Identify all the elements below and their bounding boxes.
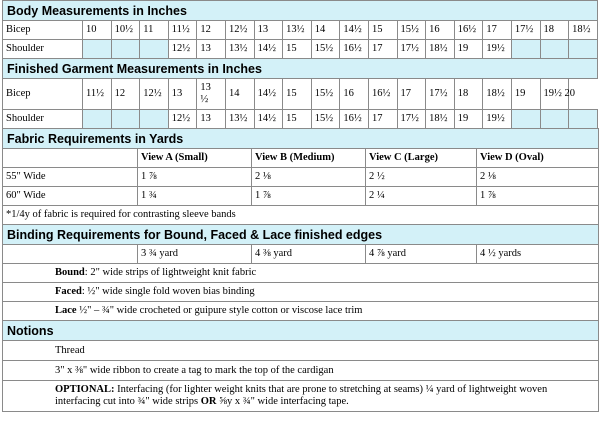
cell: 16½	[368, 79, 397, 110]
cell: 12½	[225, 21, 254, 40]
cell: 18½	[483, 79, 512, 110]
cell: 10½	[111, 21, 140, 40]
optional-text: Interfacing (for lighter weight knits that are prone to stretching at seams) ¼ yard of lightweight woven interfacing cut into ¾" wide strips	[55, 384, 548, 407]
cell: 3 ¾ yard	[138, 245, 252, 264]
cell: 11½	[83, 79, 112, 110]
cell: 16½	[454, 21, 483, 40]
row-label: Shoulder	[3, 40, 83, 59]
cell: 17	[368, 110, 397, 129]
cell: 17½	[426, 79, 455, 110]
cell: 11	[140, 21, 169, 40]
faced-text: : ½" wide single fold woven bias binding	[81, 286, 255, 297]
fabric-row-55	[3, 168, 599, 187]
cell: 17	[397, 79, 426, 110]
cell: 18½	[426, 40, 455, 59]
cell: 12	[197, 21, 226, 40]
cell: 13½	[283, 21, 312, 40]
row-label: 55" Wide	[3, 168, 138, 187]
cell: 15½	[397, 21, 426, 40]
cell: 10	[83, 21, 112, 40]
cell: 2 ½	[366, 168, 477, 187]
cell	[3, 245, 138, 264]
cell: 18	[540, 21, 569, 40]
cell: 17	[483, 21, 512, 40]
cell: 2 ⅛	[252, 168, 366, 187]
cell: 13	[197, 110, 226, 129]
faced-label: Faced	[55, 286, 82, 297]
cell: 19	[511, 79, 540, 110]
cell: 16½	[340, 110, 369, 129]
cell: 12½	[168, 110, 197, 129]
cell: 15½	[311, 40, 340, 59]
cell	[83, 40, 112, 59]
cell: 19½	[483, 110, 512, 129]
cell	[569, 110, 598, 129]
cell	[83, 110, 112, 129]
cell: 2 ⅛	[477, 168, 599, 187]
body-measurements-title: Body Measurements in Inches	[3, 1, 598, 21]
binding-bound-line	[3, 264, 599, 283]
cell: 19	[454, 40, 483, 59]
binding-requirements-title: Binding Requirements for Bound, Faced & Lace finished edges	[3, 225, 599, 245]
cell: 15½	[311, 110, 340, 129]
lace-label: Lace	[55, 305, 77, 316]
cell: 1 ⅞	[252, 187, 366, 206]
cell: 12	[111, 79, 140, 110]
cell: 14½	[340, 21, 369, 40]
cell-value: 20	[564, 88, 576, 99]
finished-bicep-row	[3, 79, 598, 110]
cell: 16	[426, 21, 455, 40]
requirements-table	[2, 128, 599, 412]
body-shoulder-row	[3, 40, 598, 59]
cell: 1 ⅞	[477, 187, 599, 206]
cell: 19½	[483, 40, 512, 59]
cell: 16½	[340, 40, 369, 59]
cell: 19	[454, 110, 483, 129]
body-bicep-row	[3, 21, 598, 40]
cell: 15	[283, 110, 312, 129]
cell: 13½	[225, 110, 254, 129]
cell: 4 ⅞ yard	[366, 245, 477, 264]
cell: 2 ¼	[366, 187, 477, 206]
cell: 17½	[511, 21, 540, 40]
cell	[540, 110, 569, 129]
cell: 18½	[426, 110, 455, 129]
finished-measurements-title: Finished Garment Measurements in Inches	[3, 59, 598, 79]
cell: 13	[197, 40, 226, 59]
cell: 14½	[254, 110, 283, 129]
fabric-note: *1/4y of fabric is required for contrasting sleeve bands	[3, 206, 599, 225]
fabric-row-60	[3, 187, 599, 206]
bound-label: Bound	[55, 267, 85, 278]
cell: 15	[283, 40, 312, 59]
cell: 18½	[569, 21, 598, 40]
cell: 14½	[254, 40, 283, 59]
cell: 15	[368, 21, 397, 40]
cell	[569, 40, 598, 59]
cell: 15	[283, 79, 312, 110]
cell	[540, 40, 569, 59]
optional-tail: ⅝y x ¾" wide interfacing tape.	[216, 396, 349, 407]
cell: 4 ⅜ yard	[252, 245, 366, 264]
cell: 12½	[140, 79, 169, 110]
binding-lace-line	[3, 302, 599, 321]
cell: 14	[311, 21, 340, 40]
cell: 13	[254, 21, 283, 40]
cell	[111, 110, 140, 129]
finished-shoulder-row	[3, 110, 598, 129]
notions-optional	[3, 381, 599, 412]
column-header: View D (Oval)	[477, 149, 599, 168]
cell: 1 ⅞	[138, 168, 252, 187]
cell: 4 ½ yards	[477, 245, 599, 264]
binding-values-row	[3, 245, 599, 264]
row-label: Bicep	[3, 79, 83, 110]
bound-text: : 2" wide strips of lightweight knit fabric	[84, 267, 257, 278]
cell	[140, 110, 169, 129]
notions-ribbon: 3" x ⅜" wide ribbon to create a tag to mark the top of the cardigan	[3, 361, 599, 381]
cell: 17	[368, 40, 397, 59]
cell	[140, 40, 169, 59]
cell: 18	[454, 79, 483, 110]
optional-label: OPTIONAL:	[55, 384, 115, 395]
binding-faced-line	[3, 283, 599, 302]
fabric-header-row	[3, 149, 599, 168]
cell: 1 ¾	[138, 187, 252, 206]
column-header: View C (Large)	[366, 149, 477, 168]
cell: 13	[168, 79, 197, 110]
cell: 13½	[225, 40, 254, 59]
cell	[197, 79, 226, 110]
row-label: Shoulder	[3, 110, 83, 129]
notions-thread: Thread	[3, 341, 599, 361]
cell: 14	[225, 79, 254, 110]
cell-line: ½	[200, 94, 209, 105]
size-chart-table	[2, 0, 598, 129]
lace-text: ½" – ¾" wide crocheted or guipure style cotton or viscose lace trim	[76, 305, 363, 316]
column-header: View A (Small)	[138, 149, 252, 168]
cell: 11½	[168, 21, 197, 40]
cell-value: 19½	[543, 88, 562, 99]
column-header: View B (Medium)	[252, 149, 366, 168]
cell-line: 13	[200, 82, 211, 93]
cell: 12½	[168, 40, 197, 59]
cell: 17½	[397, 40, 426, 59]
cell	[540, 79, 576, 110]
cell: 17½	[397, 110, 426, 129]
optional-or: OR	[200, 396, 217, 407]
fabric-requirements-title: Fabric Requirements in Yards	[3, 129, 599, 149]
cell	[111, 40, 140, 59]
row-label: Bicep	[3, 21, 83, 40]
notions-title: Notions	[3, 321, 599, 341]
cell: 16	[340, 79, 369, 110]
cell	[3, 149, 138, 168]
cell	[511, 40, 540, 59]
cell	[511, 110, 540, 129]
cell: 14½	[254, 79, 283, 110]
cell: 15½	[311, 79, 340, 110]
row-label: 60" Wide	[3, 187, 138, 206]
